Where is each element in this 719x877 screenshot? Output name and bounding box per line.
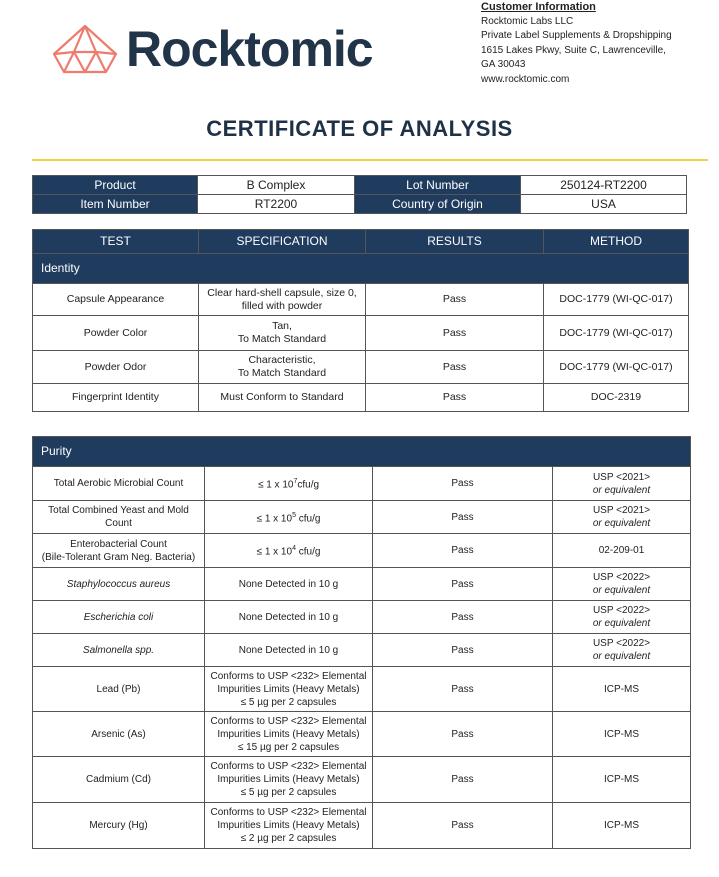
spec-line: Conforms to USP <232> Elemental Impurities Limits (Heavy Metals) [210,807,367,831]
result: Pass [373,667,553,712]
spec-unit: cfu/g [297,479,320,491]
test [33,634,205,667]
result: Pass [373,534,553,568]
specification [205,667,373,712]
specification: Must Conform to Standard [199,384,366,412]
method-line: USP <2021> [592,471,651,483]
section-header: Purity [33,437,691,467]
result: Pass [366,284,544,316]
spec-limit: ≤ 2 µg per 2 capsules [240,833,337,844]
customer-line: GA 30043 [481,59,526,70]
specification: None Detected in 10 g [205,568,373,601]
label: Country of Origin [355,195,521,214]
specification: None Detected in 10 g [205,601,373,634]
method: DOC-1779 (WI-QC-017) [544,316,689,351]
spec-line: Conforms to USP <232> Elemental Impurities Limits (Heavy Metals) [210,715,367,740]
identity-table [32,229,689,412]
method-note: or equivalent [592,618,651,629]
spec-limit: ≤ 5 µg per 2 capsules [240,696,337,708]
spec-line: To Match Standard [237,367,327,379]
spec-line: Conforms to USP <232> Elemental Impurities Limits (Heavy Metals) [210,761,367,785]
method-note: or equivalent [592,518,651,529]
spec-base: ≤ 1 x 10 [257,479,294,491]
method-note: or equivalent [592,651,651,662]
divider [32,159,708,161]
method-note: or equivalent [592,585,651,596]
spec-line: Conforms to USP <232> Elemental Impurities Limits (Heavy Metals) [210,670,367,695]
diamond-logo-icon [52,24,118,74]
result: Pass [373,757,553,803]
spec-base: ≤ 1 x 10 [256,513,293,525]
specification [199,316,366,351]
spec-exponent: 4 [292,545,296,553]
organism-name: Salmonella spp. [82,644,155,656]
spec-limit: ≤ 5 µg per 2 capsules [240,787,337,798]
method: 02-209-01 [553,534,691,568]
result: Pass [373,803,553,849]
specification [205,803,373,849]
spec-unit: cfu/g [295,546,321,558]
specification [205,501,373,534]
table-row [33,501,691,534]
specification [205,534,373,568]
method: DOC-2319 [544,384,689,412]
spec-exponent: 5 [292,511,296,519]
method-line: USP <2021> [592,505,651,516]
test [33,601,205,634]
test: Total Aerobic Microbial Count [33,467,205,501]
origin-value: USA [521,195,687,214]
organism-name: Staphylococcus aureus [66,578,171,590]
table-row [33,534,691,568]
method [553,601,691,634]
spec-exponent: 7 [293,478,298,486]
result: Pass [373,634,553,667]
customer-line: 1615 Lakes Pkwy, Suite C, Lawrenceville, [481,44,666,56]
specification [205,467,373,501]
result: Pass [366,316,544,351]
table-row [33,803,691,849]
table-row [33,467,691,501]
table-row [33,667,691,712]
method [553,568,691,601]
specification [205,712,373,757]
spec-limit: ≤ 15 µg per 2 capsules [237,741,340,753]
method: DOC-1779 (WI-QC-017) [544,351,689,384]
result: Pass [373,568,553,601]
product-value: B Complex [198,176,355,195]
organism-name: Escherichia coli [83,611,154,623]
table-row [33,316,689,351]
spec-line: Characteristic, [248,354,316,366]
test: Capsule Appearance [33,284,199,316]
result: Pass [366,384,544,412]
label: Item Number [33,195,198,214]
customer-line: www.rocktomic.com [481,73,570,85]
table-row [33,601,691,634]
label: Lot Number [355,176,521,195]
table-row [33,712,691,757]
product-info-table [32,175,687,214]
method-note: or equivalent [592,484,651,496]
test: Powder Color [33,316,199,351]
table-row [33,757,691,803]
spec-base: ≤ 1 x 10 [256,546,293,558]
method: ICP-MS [553,667,691,712]
method [553,634,691,667]
column-header: TEST [33,230,199,254]
column-header: SPECIFICATION [199,230,366,254]
test [33,568,205,601]
spec-unit: cfu/g [295,513,321,525]
specification: Clear hard-shell capsule, size 0, filled with powder [199,284,366,316]
table-row [33,384,689,412]
table-row [33,351,689,384]
result: Pass [373,712,553,757]
label: Product [33,176,198,195]
lot-value: 250124-RT2200 [521,176,687,195]
brand-name: Rocktomic [126,21,373,77]
method [553,467,691,501]
result: Pass [373,601,553,634]
spec-line: To Match Standard [237,333,327,345]
test-line: Enterobacterial Count [70,538,167,550]
item-value: RT2200 [198,195,355,214]
customer-line: Rocktomic Labs LLC [481,15,574,27]
method: ICP-MS [553,712,691,757]
test: Lead (Pb) [33,667,205,712]
method-line: USP <2022> [592,605,651,616]
section-header: Identity [33,254,689,284]
test [33,534,205,568]
specification [205,757,373,803]
purity-table [32,436,691,849]
result: Pass [373,467,553,501]
customer-information [481,0,672,87]
customer-heading: Customer Information [481,1,596,13]
result: Pass [366,351,544,384]
table-row [33,284,689,316]
method-line: USP <2022> [592,638,651,649]
spec-line: Tan, [272,320,292,332]
method: ICP-MS [553,803,691,849]
method [553,501,691,534]
method: DOC-1779 (WI-QC-017) [544,284,689,316]
table-row [33,568,691,601]
test-line: (Bile-Tolerant Gram Neg. Bacteria) [41,551,196,563]
result: Pass [373,501,553,534]
table-row [33,634,691,667]
test: Powder Odor [33,351,199,384]
method-line: USP <2022> [592,572,651,583]
column-header: RESULTS [366,230,544,254]
test: Cadmium (Cd) [33,757,205,803]
test: Mercury (Hg) [33,803,205,849]
test: Fingerprint Identity [33,384,199,412]
column-header: METHOD [544,230,689,254]
method: ICP-MS [553,757,691,803]
specification [199,351,366,384]
test: Arsenic (As) [33,712,205,757]
customer-line: Private Label Supplements & Dropshipping [481,30,672,41]
company-logo [52,20,373,78]
specification: None Detected in 10 g [205,634,373,667]
page-title: CERTIFICATE OF ANALYSIS [206,116,513,141]
test: Total Combined Yeast and Mold Count [33,501,205,534]
